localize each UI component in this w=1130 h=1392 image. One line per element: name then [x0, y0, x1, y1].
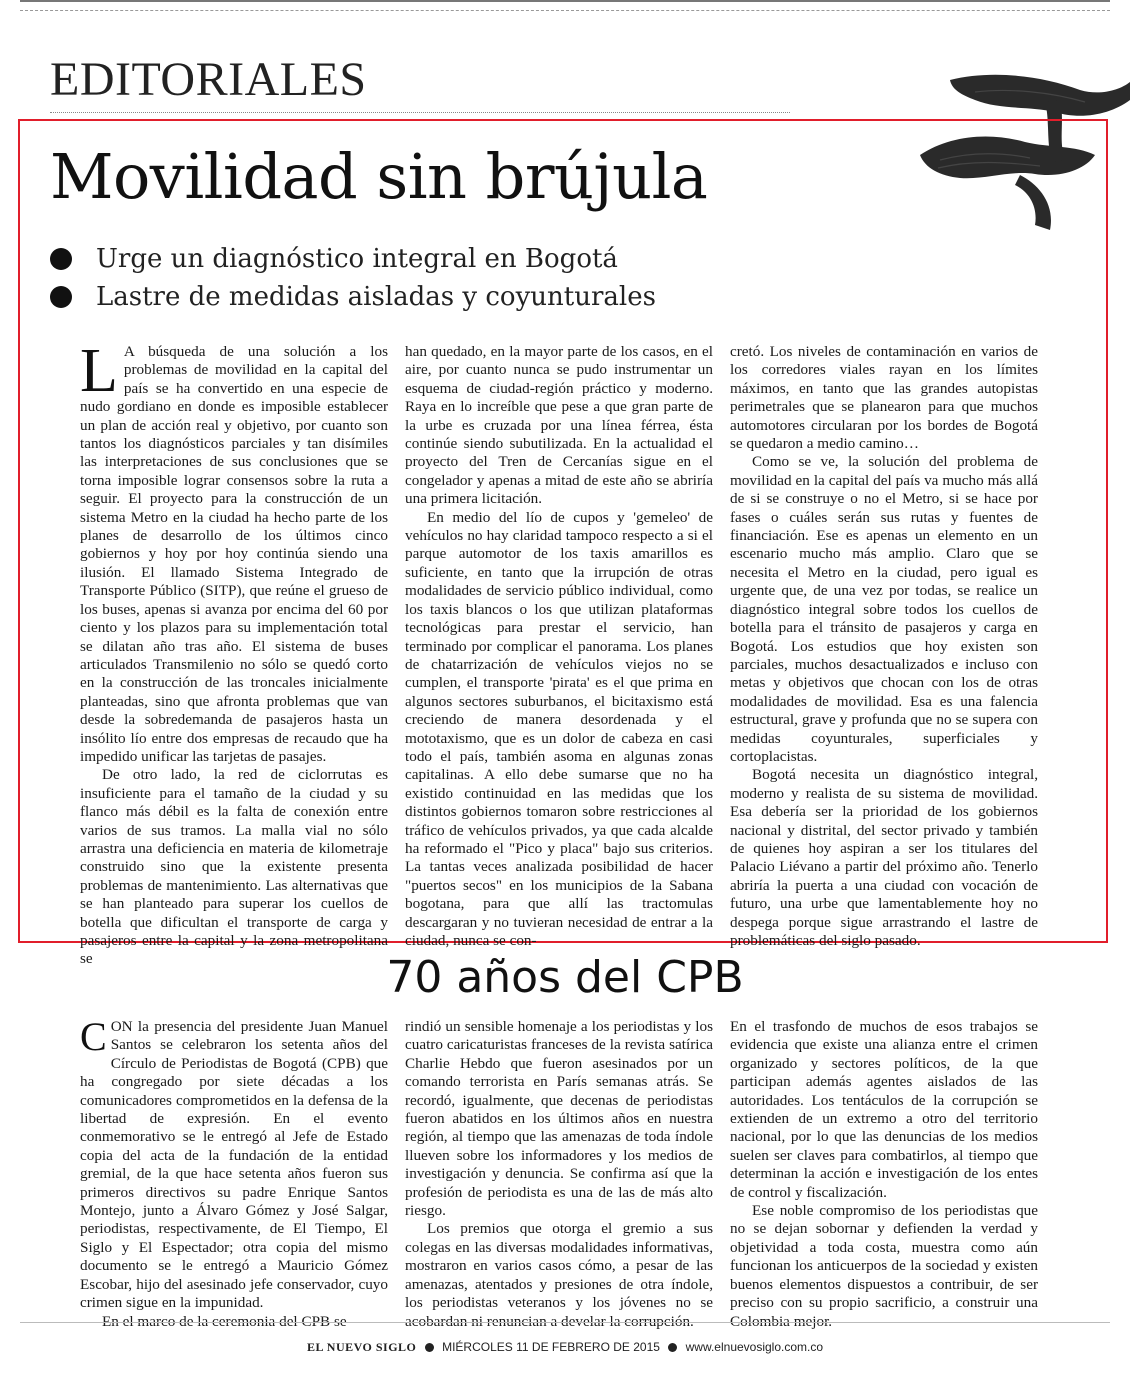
second-article-column-2: [405, 1018, 713, 1330]
bullet-dot-icon: [425, 1343, 434, 1352]
editorial-column-3: [730, 343, 1038, 949]
subhead-item: [50, 240, 656, 278]
paragraph: cretó. Los niveles de contaminación en varios de los corredores viales rayan en los límites máximos, en tanto que las grandes autopistas perimetrales que se planearon para que muchos automotores circularan por los bordes de Bogotá se quedaron a medio camino…: [730, 343, 1038, 453]
paragraph: rindió un sensible homenaje a los periodistas y los cuatro caricaturistas franceses de la revista satírica Charlie Hebdo que fueron asesinados por un comando terrorista en París semanas atrás. Se recordó, igualmente, que decenas de periodistas fueron abatidos en los últimos años en nuestra región, al tiempo que las amenazas de toda índole llueven sobre los informadores y los medios de investigación y denuncia. Se confirma así que la profesión de periodista es una de las de más alto riesgo.: [405, 1018, 713, 1220]
paragraph: En medio del lío de cupos y 'gemeleo' de vehículos no hay claridad tampoco respecto a si el parque automotor de los taxis amarillos es suficiente, en tanto que la irrupción de otras modalidades de servicio público individual, como los taxis blancos o los que utilizan plataformas tecnológicas para prestar el servicio, han terminado por complicar el panorama. Los planes de chatarrización de vehículos viejos no se cumplen, el transporte 'pirata' es el que prima en algunos sectores suburbanos, el bicitaxismo está creciendo de manera desordenada y el mototaxismo, que es un dolor de cabeza en casi todo el país, también asoma en algunas zonas capitalinas. A ello debe sumarse que no ha existido continuidad en las medidas que los distintos gobiernos tomaron sobre restricciones al tráfico de vehículos privados, ya que cada alcalde ha reformado el "Pico y placa" bajo sus criterios. La tantas veces analizada posibilidad de hacer "puertos secos" en los municipios de la Sabana bogotana, para que allí las tractomulas descargaran y no tuvieran necesidad de entrar a la ciudad, nunca se con-: [405, 508, 713, 949]
editorial-column-2: [405, 343, 713, 949]
footer-url[interactable]: www.elnuevosiglo.com.co: [685, 1340, 824, 1354]
bullet-dot-icon: [668, 1343, 677, 1352]
second-article-column-1: [80, 1014, 388, 1330]
paragraph-text: ON la presencia del presidente Juan Manuel Santos se celebraron los setenta años del Círculo de Periodistas de Bogotá (CPB) que ha congregado por siete décadas a los comunicadores comprometidos en la defensa de la libertad de expresión. En el evento conmemorativo se le entregó al Jefe de Estado copia del acta de la fundación de la entidad gremial, de la que hace setenta años fueron sus primeros directivos su padre Enrique Santos Montejo, junto a Álvaro Gómez y José Salgar, periodistas, respectivamente, de El Tiempo, El Siglo y El Espectador; otra copia del mismo documento se le entregó a Mauricio Gómez Escobar, hijo del asesinado jefe conservador, cuyo crimen sigue en la impunidad.: [80, 1018, 388, 1312]
section-divider: [50, 112, 790, 113]
paragraph: [80, 1014, 388, 1313]
paragraph: han quedado, en la mayor parte de los casos, en el aire, por cuanto nunca se pudo instrumentar un esquema de ciudad-región práctico y moderno. Raya en lo increíble que pese a que gran parte de la urbe es cruzada por una línea férrea, ésta continúe siendo subutilizada. En la actualidad el proyecto del Tren de Cercanías sigue en el congelador y apenas a mitad de este año se abriría una primera licitación.: [405, 343, 713, 508]
paragraph: Los premios que otorga el gremio a sus colegas en las diversas modalidades informativas, mostraron en varios casos cómo, a pesar de las amenazas, atentados y presiones de otra índole, los periodistas veteranos y los jóvenes no se acobardan ni renuncian a develar la corrupción.: [405, 1220, 713, 1330]
bullet-dot-icon: [50, 286, 72, 308]
bullet-dot-icon: [50, 248, 72, 270]
drop-cap: L: [80, 337, 118, 405]
footer-divider: [20, 1322, 1110, 1323]
second-article-headline: 70 años del CPB: [386, 952, 744, 1003]
paragraph: Como se ve, la solución del problema de movilidad en la capital del país va mucho más allá de si se construye o no el Metro, si se hace por fases o cuáles serán sus rutas y fuentes de financiación. Ese es apenas un elemento en un escenario mucho más amplio. Claro que se necesita el Metro en la ciudad, pero igual es urgente que, de una vez por todas, se realice un diagnóstico integral sobre todos los cuellos de botella para el tránsito de pasajeros y carga en Bogotá. Los estudios que hoy existen son parciales, muchos desactualizados e incluso con metas y objetivos que chocan con los de otras modalidades de movilidad. Esa es una falencia estructural, grave y profunda que no se supera con medidas coyunturales, superficiales y cortoplacistas.: [730, 453, 1038, 765]
editorial-subheads: [50, 240, 656, 316]
page-footer: [0, 1340, 1130, 1355]
paragraph: Bogotá necesita un diagnóstico integral, moderno y realista de su sistema de movilidad. Esa debería ser la prioridad de los gobiernos nacional y distrital, del sector privado y también de quienes hoy aspiran a ser los titulares del Palacio Liévano a partir del próximo año. Tenerlo abriría la puerta a una ciudad con vocación de futuro, una urbe que lamentablemente hoy no despega porque sigue arrastrando el lastre de problemáticas del siglo pasado.: [730, 766, 1038, 949]
top-border: [20, 0, 1110, 11]
subhead-text: Urge un diagnóstico integral en Bogotá: [96, 244, 618, 274]
paragraph: En el marco de la ceremonia del CPB se: [102, 1312, 347, 1330]
paragraph: De otro lado, la red de ciclorrutas es insuficiente para el tamaño de la ciudad y su flanco más débil es la falta de conexión entre varios de sus tramos. La malla vial no sólo arrastra una deficiencia en materia de kilometraje construido sino que la existente presenta problemas de mantenimiento. Las alternativas que se han planteado para superar los cuellos de botella que dificultan el transporte de carga y pasajeros entre la capital y la zona metropolitana se: [80, 766, 388, 968]
editorial-headline: Movilidad sin brújula: [50, 140, 708, 213]
paragraph: Ese noble compromiso de los periodistas que no se dejan sobornar y defienden la verdad y objetividad a toda costa, muestra como aún funcionan los anticuerpos de la sociedad y existen buenos elementos dispuestos a contribuir, de ser preciso con su propio sacrificio, a construir una Colombia mejor.: [730, 1202, 1038, 1330]
section-title: EDITORIALES: [50, 53, 367, 106]
subhead-text: Lastre de medidas aisladas y coyunturales: [96, 282, 656, 312]
drop-cap: C: [80, 1014, 107, 1059]
newspaper-brand: EL NUEVO SIGLO: [306, 1340, 417, 1354]
paragraph-text: A búsqueda de una solución a los problemas de movilidad en la capital del país se ha convertido en una especie de nudo gordiano en donde es imposible establecer un plan de acción real y objetivo, por cuanto son tantos los diagnósticos parciales y tan disímiles las interpretaciones de sus conclusiones que se torna imposible lograr consensos sobre la ruta a seguir. El proyecto para la construcción de un sistema Metro en la ciudad ha hecho parte de los planes de desarrollo de los últimos cinco gobiernos y hoy por hoy continúa siendo una ilusión. El llamado Sistema Integrado de Transporte Público (SITP), que reúne el grueso de los buses, apenas si avanza por encima del 60 por ciento y los plazos para su implementación total se dilatan año tras año. El sistema de buses articulados Transmilenio no sólo se quedó corto en la construcción de las troncales inicialmente planteadas, sino que afronta problemas que van desde la sobredemanda de pasajeros hasta un insólito lío entre dos empresas de recaudo que ha impedido unificar las tarjetas de pasajes.: [80, 343, 388, 765]
paragraph: En el trasfondo de muchos de esos trabajos se evidencia que existe una alianza entre el crimen organizado y sectores políticos, de la que participan además agentes aislados de las autoridades. Los tentáculos de la corrupción se extienden de un extremo a otro del territorio nacional, por lo que las denuncias de los medios suelen ser claves para combatirlos, al tiempo que determinan la acción e investigación de los entes de control y fiscalización.: [730, 1018, 1038, 1201]
paragraph: [80, 337, 388, 766]
footer-date: MIÉRCOLES 11 DE FEBRERO DE 2015: [442, 1340, 660, 1354]
subhead-item: [50, 278, 656, 316]
editorial-column-1: [80, 337, 388, 968]
second-article-column-3: [730, 1018, 1038, 1330]
